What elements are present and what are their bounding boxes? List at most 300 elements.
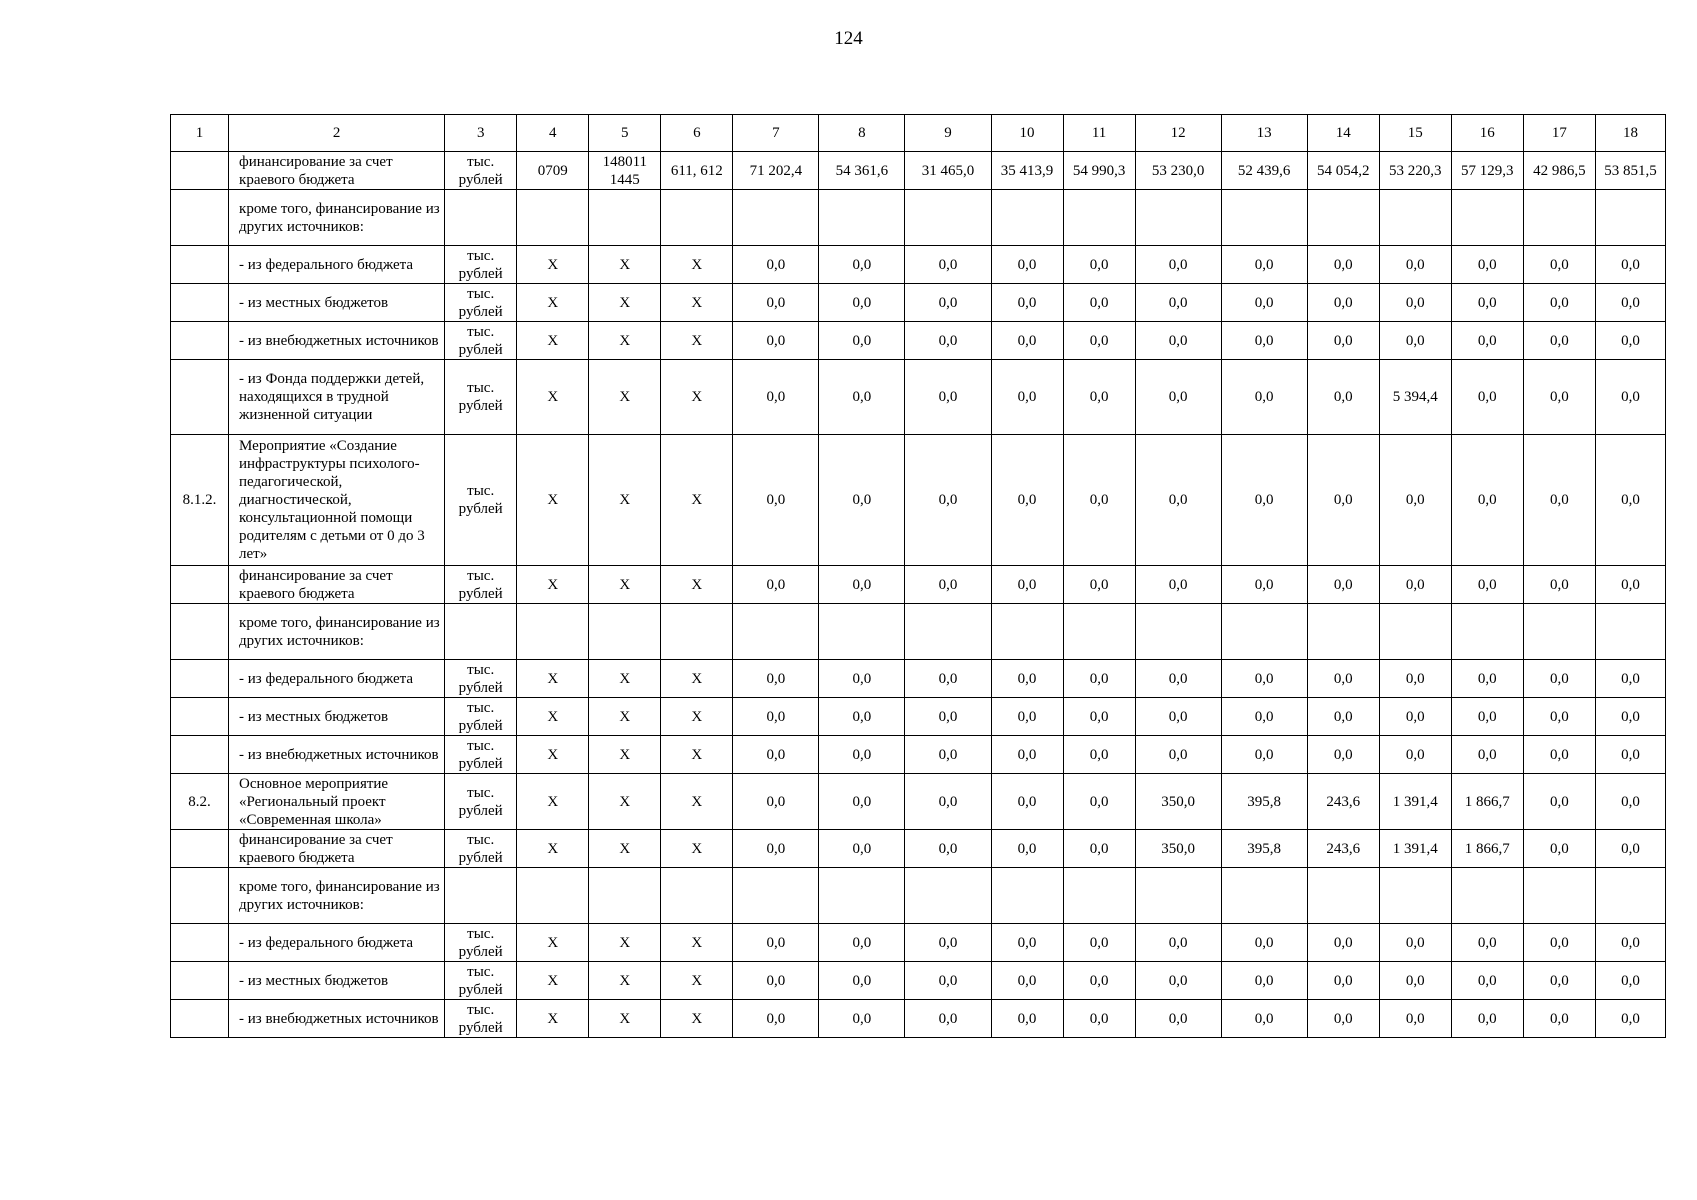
table-cell: X [661, 566, 733, 604]
table-cell: 0,0 [1595, 284, 1665, 322]
row-number-cell [171, 322, 229, 360]
table-cell [1523, 868, 1595, 924]
header-cell: 9 [905, 115, 991, 152]
table-cell: 0,0 [1063, 246, 1135, 284]
table-cell: тыс. рублей [445, 962, 517, 1000]
table-cell: 0,0 [905, 1000, 991, 1038]
item-name-cell: - из федерального бюджета [229, 924, 445, 962]
row-number-cell [171, 736, 229, 774]
table-cell: 0,0 [819, 660, 905, 698]
table-cell: X [589, 924, 661, 962]
table-cell: X [661, 660, 733, 698]
table-cell: тыс. рублей [445, 736, 517, 774]
table-cell: 0,0 [1595, 360, 1665, 435]
table-cell [1307, 604, 1379, 660]
row-number-cell [171, 962, 229, 1000]
table-cell: 0,0 [1063, 924, 1135, 962]
table-cell: 0,0 [1221, 246, 1307, 284]
table-cell [733, 868, 819, 924]
item-name-cell: финансирование за счет краевого бюджета [229, 152, 445, 190]
table-cell: X [661, 435, 733, 566]
table-cell: 1 391,4 [1379, 830, 1451, 868]
item-name-cell: - из внебюджетных источников [229, 736, 445, 774]
table-cell: 0,0 [1379, 924, 1451, 962]
table-cell: 0,0 [733, 924, 819, 962]
table-cell: 1 866,7 [1451, 774, 1523, 830]
table-row [171, 435, 1666, 566]
table-cell: 0,0 [1451, 962, 1523, 1000]
table-cell [517, 190, 589, 246]
table-cell: 0,0 [733, 660, 819, 698]
table-cell [589, 190, 661, 246]
table-cell: 0,0 [905, 246, 991, 284]
item-name-cell: - из федерального бюджета [229, 660, 445, 698]
table-cell: 0,0 [1379, 660, 1451, 698]
table-cell [1595, 190, 1665, 246]
table-cell: 0,0 [1523, 962, 1595, 1000]
table-cell [1063, 190, 1135, 246]
header-cell: 1 [171, 115, 229, 152]
table-row [171, 566, 1666, 604]
table-cell: 0,0 [1379, 246, 1451, 284]
table-cell: 0,0 [819, 698, 905, 736]
table-cell: 0,0 [1135, 566, 1221, 604]
table-cell [517, 868, 589, 924]
table-cell: X [589, 660, 661, 698]
table-cell: 0,0 [1307, 660, 1379, 698]
table-cell [905, 190, 991, 246]
table-cell: X [661, 284, 733, 322]
table-cell: 0,0 [991, 246, 1063, 284]
table-cell: 0,0 [905, 566, 991, 604]
table-cell: 0,0 [733, 830, 819, 868]
table-cell: 0,0 [1221, 435, 1307, 566]
table-cell: X [589, 566, 661, 604]
table-cell: X [517, 435, 589, 566]
table-cell: 0,0 [1135, 736, 1221, 774]
row-number-cell [171, 1000, 229, 1038]
table-cell: X [661, 360, 733, 435]
table-row [171, 360, 1666, 435]
table-cell: 0,0 [819, 962, 905, 1000]
table-cell: 0,0 [1523, 566, 1595, 604]
table-cell: 0,0 [733, 246, 819, 284]
table-cell: 0,0 [1595, 566, 1665, 604]
table-cell: 0,0 [991, 774, 1063, 830]
table-cell: X [589, 322, 661, 360]
table-cell [1307, 190, 1379, 246]
table-cell: 0,0 [1523, 830, 1595, 868]
table-cell: 0,0 [1451, 924, 1523, 962]
table-cell [1379, 604, 1451, 660]
item-name-cell: кроме того, финансирование из других источников: [229, 190, 445, 246]
table-row [171, 604, 1666, 660]
table-cell: 0,0 [1307, 736, 1379, 774]
table-cell: 1 866,7 [1451, 830, 1523, 868]
table-cell: X [517, 284, 589, 322]
table-cell: 0,0 [1523, 698, 1595, 736]
item-name-cell: - из внебюджетных источников [229, 322, 445, 360]
item-name-cell: финансирование за счет краевого бюджета [229, 566, 445, 604]
header-cell: 18 [1595, 115, 1665, 152]
table-cell: X [589, 830, 661, 868]
table-cell: 0,0 [1135, 322, 1221, 360]
table-cell: 0,0 [905, 962, 991, 1000]
table-cell: 0,0 [819, 246, 905, 284]
row-number-cell [171, 284, 229, 322]
item-name-cell: - из местных бюджетов [229, 698, 445, 736]
table-cell: 0,0 [1135, 962, 1221, 1000]
table-cell: 0,0 [819, 566, 905, 604]
table-cell: 0,0 [1523, 284, 1595, 322]
table-cell: 0,0 [1523, 924, 1595, 962]
header-row [171, 115, 1666, 152]
page-number: 124 [834, 28, 863, 49]
table-cell: 1 391,4 [1379, 774, 1451, 830]
table-cell: 0,0 [905, 830, 991, 868]
table-cell: 0,0 [1595, 246, 1665, 284]
table-cell: 0,0 [819, 924, 905, 962]
table-cell: X [661, 830, 733, 868]
table-cell: X [517, 774, 589, 830]
table-cell: тыс. рублей [445, 774, 517, 830]
table-cell: тыс. рублей [445, 322, 517, 360]
table-cell: 0,0 [1451, 566, 1523, 604]
header-cell: 15 [1379, 115, 1451, 152]
table-cell [1063, 604, 1135, 660]
table-cell: тыс. рублей [445, 284, 517, 322]
header-cell: 16 [1451, 115, 1523, 152]
table-cell: 0,0 [1063, 1000, 1135, 1038]
table-cell: 0,0 [819, 322, 905, 360]
table-cell: 0,0 [1595, 435, 1665, 566]
table-cell: 0,0 [1523, 322, 1595, 360]
table-cell: 0,0 [733, 322, 819, 360]
header-cell: 5 [589, 115, 661, 152]
table-row [171, 246, 1666, 284]
table-cell [1451, 604, 1523, 660]
item-name-cell: - из Фонда поддержки детей, находящихся в трудной жизненной ситуации [229, 360, 445, 435]
table-cell: 0,0 [733, 566, 819, 604]
row-number-cell [171, 566, 229, 604]
table-cell [1063, 868, 1135, 924]
table-cell: 0,0 [1063, 736, 1135, 774]
table-cell: 0,0 [1451, 698, 1523, 736]
table-cell: 0,0 [1451, 284, 1523, 322]
table-cell: 0,0 [991, 736, 1063, 774]
table-cell: 0,0 [733, 360, 819, 435]
table-cell: 0,0 [733, 736, 819, 774]
table-cell: 0,0 [1135, 924, 1221, 962]
table-cell: X [661, 246, 733, 284]
table-cell: 0,0 [1063, 660, 1135, 698]
table-cell: 0,0 [733, 774, 819, 830]
row-number-cell [171, 246, 229, 284]
table-cell: 148011 1445 [589, 152, 661, 190]
table-cell: 0,0 [1221, 962, 1307, 1000]
table-cell [1379, 868, 1451, 924]
table-cell: тыс. рублей [445, 360, 517, 435]
table-cell: 0,0 [1221, 924, 1307, 962]
table-row [171, 1000, 1666, 1038]
table-cell: тыс. рублей [445, 1000, 517, 1038]
table-cell [1523, 604, 1595, 660]
table-cell: X [589, 698, 661, 736]
table-cell: X [661, 698, 733, 736]
table-cell: 0,0 [1221, 284, 1307, 322]
row-number-cell [171, 924, 229, 962]
item-name-cell: финансирование за счет краевого бюджета [229, 830, 445, 868]
table-cell: 0,0 [733, 284, 819, 322]
table-cell: 0,0 [1063, 698, 1135, 736]
table-cell: 0,0 [1307, 435, 1379, 566]
header-cell: 13 [1221, 115, 1307, 152]
table-cell: 0,0 [1595, 924, 1665, 962]
table-cell: 0,0 [1135, 284, 1221, 322]
table-cell [905, 868, 991, 924]
table-cell: 5 394,4 [1379, 360, 1451, 435]
table-cell: 0,0 [905, 435, 991, 566]
table-cell [1221, 868, 1307, 924]
table-cell: 31 465,0 [905, 152, 991, 190]
table-cell: 350,0 [1135, 774, 1221, 830]
table-cell: X [517, 322, 589, 360]
table-row [171, 830, 1666, 868]
table-cell: 0,0 [905, 660, 991, 698]
table-cell: 0,0 [991, 962, 1063, 1000]
table-cell: 0,0 [1595, 660, 1665, 698]
table-cell: тыс. рублей [445, 698, 517, 736]
table-cell: X [517, 830, 589, 868]
table-cell: 35 413,9 [991, 152, 1063, 190]
table-cell: 0,0 [991, 360, 1063, 435]
header-cell: 6 [661, 115, 733, 152]
table-cell: 0,0 [1379, 566, 1451, 604]
table-cell: 0,0 [1379, 1000, 1451, 1038]
table-cell: X [517, 698, 589, 736]
table-cell [733, 604, 819, 660]
table-cell: 53 230,0 [1135, 152, 1221, 190]
table-cell: 0,0 [991, 924, 1063, 962]
table-cell: 0,0 [1451, 1000, 1523, 1038]
table-cell: 0,0 [819, 435, 905, 566]
table-cell [1451, 190, 1523, 246]
header-cell: 17 [1523, 115, 1595, 152]
table-row [171, 660, 1666, 698]
table-cell: 395,8 [1221, 830, 1307, 868]
table-cell [819, 604, 905, 660]
table-cell: 0,0 [905, 698, 991, 736]
table-cell: 54 361,6 [819, 152, 905, 190]
table-row [171, 284, 1666, 322]
table-cell: 350,0 [1135, 830, 1221, 868]
table-cell: X [517, 360, 589, 435]
table-cell: 54 054,2 [1307, 152, 1379, 190]
table-cell: тыс. рублей [445, 152, 517, 190]
table-row [171, 152, 1666, 190]
row-number-cell [171, 360, 229, 435]
table-row [171, 322, 1666, 360]
table-cell: 71 202,4 [733, 152, 819, 190]
table-cell [1595, 604, 1665, 660]
table-cell [991, 190, 1063, 246]
table-cell: X [589, 774, 661, 830]
table-cell: 0,0 [1523, 435, 1595, 566]
table-cell: 0,0 [819, 774, 905, 830]
table-cell [991, 604, 1063, 660]
table-cell: 0,0 [1523, 774, 1595, 830]
table-cell: 0,0 [1379, 284, 1451, 322]
table-cell: 0,0 [1221, 360, 1307, 435]
table-cell [819, 868, 905, 924]
table-cell: 0,0 [1221, 566, 1307, 604]
item-name-cell: - из федерального бюджета [229, 246, 445, 284]
table-cell [517, 604, 589, 660]
table-cell [733, 190, 819, 246]
table-row [171, 774, 1666, 830]
table-cell: 0,0 [1307, 962, 1379, 1000]
table-cell: 0,0 [733, 962, 819, 1000]
table-cell: 0,0 [1451, 660, 1523, 698]
table-cell: 0,0 [1063, 774, 1135, 830]
table-cell [589, 604, 661, 660]
item-name-cell: - из местных бюджетов [229, 284, 445, 322]
table-cell: 0,0 [1307, 924, 1379, 962]
table-cell: 243,6 [1307, 774, 1379, 830]
table-cell: X [589, 736, 661, 774]
table-cell: 611, 612 [661, 152, 733, 190]
header-cell: 4 [517, 115, 589, 152]
row-number-cell [171, 868, 229, 924]
table-cell [1451, 868, 1523, 924]
header-cell: 11 [1063, 115, 1135, 152]
header-cell: 3 [445, 115, 517, 152]
row-number-cell: 8.2. [171, 774, 229, 830]
header-cell: 12 [1135, 115, 1221, 152]
item-name-cell: кроме того, финансирование из других источников: [229, 604, 445, 660]
table-cell: 0,0 [1523, 736, 1595, 774]
table-cell: 0,0 [991, 830, 1063, 868]
header-cell: 2 [229, 115, 445, 152]
table-cell: 0,0 [1595, 322, 1665, 360]
table-cell: X [589, 962, 661, 1000]
table-cell [1379, 190, 1451, 246]
row-number-cell [171, 698, 229, 736]
table-cell [819, 190, 905, 246]
header-cell: 8 [819, 115, 905, 152]
table-cell [661, 868, 733, 924]
table-cell: 0,0 [991, 1000, 1063, 1038]
table-cell: 0,0 [1063, 360, 1135, 435]
row-number-cell [171, 660, 229, 698]
table-cell: 0,0 [1307, 284, 1379, 322]
table-cell: тыс. рублей [445, 830, 517, 868]
table-cell: X [517, 566, 589, 604]
table-cell: 0,0 [1063, 830, 1135, 868]
row-number-cell [171, 190, 229, 246]
table-cell: X [661, 924, 733, 962]
table-cell: 0,0 [1523, 1000, 1595, 1038]
table-cell: 395,8 [1221, 774, 1307, 830]
table-cell: X [517, 924, 589, 962]
table-cell: 0,0 [1135, 660, 1221, 698]
table-cell [661, 604, 733, 660]
header-cell: 10 [991, 115, 1063, 152]
table-cell [1523, 190, 1595, 246]
table-cell: 0,0 [1307, 1000, 1379, 1038]
table-cell: 0,0 [1451, 360, 1523, 435]
table-cell: 0,0 [905, 284, 991, 322]
table-cell: 0,0 [1063, 566, 1135, 604]
table-cell [445, 190, 517, 246]
table-cell: 0,0 [991, 566, 1063, 604]
table-cell: 0,0 [1379, 698, 1451, 736]
table-cell: 0,0 [1307, 246, 1379, 284]
table-cell: X [661, 736, 733, 774]
table-cell: 0,0 [819, 360, 905, 435]
table-cell: 0,0 [1135, 1000, 1221, 1038]
table-cell: 0,0 [1595, 698, 1665, 736]
table-cell: 0,0 [1595, 774, 1665, 830]
table-cell: 0,0 [733, 1000, 819, 1038]
table-cell: 53 220,3 [1379, 152, 1451, 190]
table-cell: 0,0 [1135, 246, 1221, 284]
table-cell: X [589, 246, 661, 284]
table-row [171, 962, 1666, 1000]
header-cell: 7 [733, 115, 819, 152]
table-cell: 0,0 [1221, 322, 1307, 360]
table-cell: 0,0 [1135, 435, 1221, 566]
table-cell: 0,0 [905, 322, 991, 360]
table-cell: 0,0 [1595, 1000, 1665, 1038]
table-cell: 0,0 [991, 660, 1063, 698]
table-cell [589, 868, 661, 924]
table-cell: 0,0 [1221, 736, 1307, 774]
table-cell: 0,0 [1307, 322, 1379, 360]
table-cell: 243,6 [1307, 830, 1379, 868]
table-cell: X [589, 1000, 661, 1038]
table-cell: 0,0 [991, 698, 1063, 736]
table-cell: 0,0 [905, 360, 991, 435]
table-cell [445, 868, 517, 924]
table-cell: X [589, 435, 661, 566]
table-cell: тыс. рублей [445, 566, 517, 604]
table-cell: 0,0 [1379, 435, 1451, 566]
table-cell: 0,0 [1451, 322, 1523, 360]
table-cell: 0,0 [1523, 660, 1595, 698]
table-cell [1307, 868, 1379, 924]
table-cell: 0,0 [991, 322, 1063, 360]
item-name-cell: - из внебюджетных источников [229, 1000, 445, 1038]
budget-table [170, 114, 1666, 1038]
table-row [171, 736, 1666, 774]
table-cell [1221, 190, 1307, 246]
table-cell: 0,0 [1135, 698, 1221, 736]
table-row [171, 190, 1666, 246]
table-cell: тыс. рублей [445, 246, 517, 284]
table-cell: 0,0 [1379, 322, 1451, 360]
table-cell [445, 604, 517, 660]
table-cell: тыс. рублей [445, 924, 517, 962]
table-cell: X [661, 1000, 733, 1038]
table-cell: 0,0 [819, 284, 905, 322]
table-cell: 0,0 [1451, 246, 1523, 284]
table-cell: 0,0 [1063, 435, 1135, 566]
table-cell: 0,0 [1451, 435, 1523, 566]
table-cell: 0,0 [1523, 360, 1595, 435]
table-cell: X [661, 322, 733, 360]
table-cell: 0,0 [1595, 962, 1665, 1000]
